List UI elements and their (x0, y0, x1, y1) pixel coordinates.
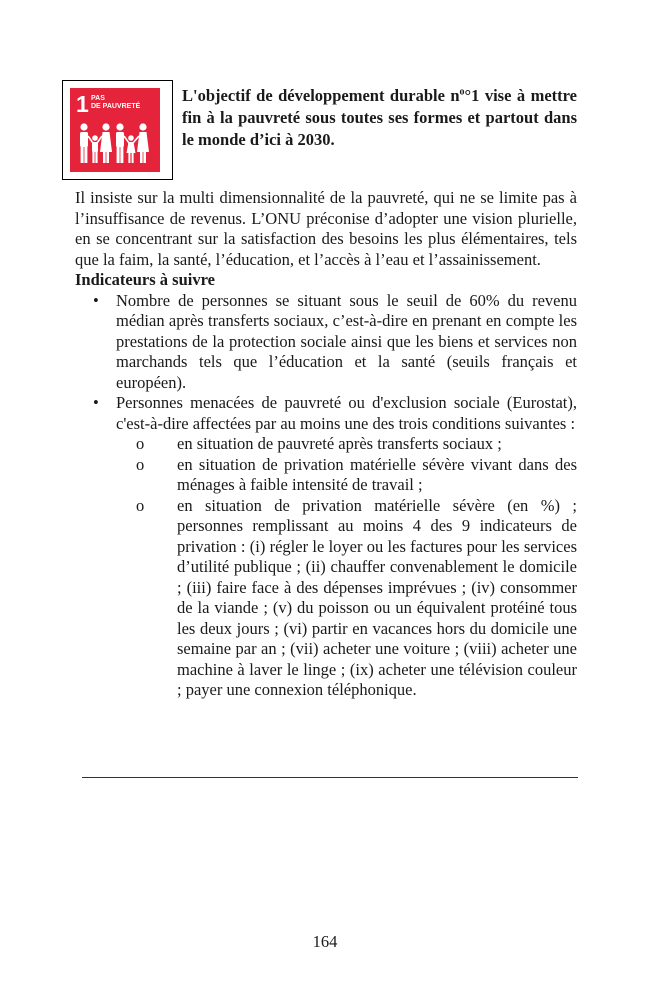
indicators-heading: Indicateurs à suivre (75, 270, 215, 289)
circle-bullet-marker: o (136, 454, 145, 474)
list-item (75, 393, 577, 701)
sub-list-item-text: en situation de privation matérielle sévère vivant dans des ménages à faible intensité de travail ; (177, 454, 577, 494)
sdg-label-line2: DE PAUVRETÉ (91, 103, 141, 110)
sub-list-item (75, 455, 577, 496)
goal-statement (182, 85, 577, 151)
list-item (75, 291, 577, 394)
sdg-number: 1 (76, 91, 89, 117)
sdg-label (91, 95, 151, 111)
sub-list-item (75, 496, 577, 701)
circle-bullet-marker: o (136, 495, 145, 515)
sub-list-item-text: en situation de pauvreté après transferts sociaux ; (177, 434, 502, 453)
list-item-text: Personnes menacées de pauvreté ou d'exclusion sociale (Eurostat), c'est-à-dire affectées par au moins une des trois conditions suivantes : (116, 393, 577, 433)
intro-paragraph: Il insiste sur la multi dimensionnalité de la pauvreté, qui ne se limite pas à l’insuffisance de revenus. L’ONU préconise d’adopter une vision plurielle, en se concentrant sur la satisfaction des besoins les plus élémentaires, tels que la faim, la santé, l’éducation, et l’accès à l’eau et l’assainissement. (75, 188, 577, 269)
conditions-sublist (116, 434, 577, 701)
goal-statement-text-end: °1 vise à mettre fin à la pauvreté sous toutes ses formes et partout dans le monde d’ici à 2030. (182, 86, 577, 149)
list-item-text: Nombre de personnes se situant sous le seuil de 60% du revenu médian après transferts sociaux, c’est-à-dire en prenant en compte les prestations de la protection sociale ainsi que les biens et services non marchands tels que l’éducation et la santé (seuils français et européen). (116, 290, 577, 392)
circle-bullet-marker: o (136, 434, 145, 453)
sdg-label-line1: PAS (91, 95, 105, 102)
indicators-list (75, 291, 577, 701)
bullet-marker: • (93, 393, 99, 412)
family-of-six-icon (77, 122, 153, 164)
sdg-goal-1-icon (70, 88, 160, 172)
body-text (75, 188, 577, 701)
sub-list-item (75, 434, 577, 455)
footnote-divider (82, 777, 578, 778)
goal-statement-text: L'objectif de développement durable n (182, 86, 460, 105)
page-number: 164 (312, 932, 338, 951)
bullet-marker: • (93, 290, 99, 310)
goal-statement-superscript: o (459, 86, 465, 98)
sub-list-item-text: en situation de privation matérielle sévère (en %) ; personnes remplissant au moins 4 des 9 indicateurs de privation : (i) régler le loyer ou les factures pour les services d’utilité publique ; (ii) chauffer convenablement le domicile ; (iii) faire face à des dépenses imprévues ; (iv) consommer de la viande ; (v) du poisson ou un équivalent protéiné tous les deux jours ; (vi) partir en vacances hors du domicile une semaine par an ; (vii) acheter une voiture ; (viii) acheter une machine à laver le linge ; (ix) acheter une télévision couleur ; payer une connexion téléphonique. (177, 495, 577, 699)
